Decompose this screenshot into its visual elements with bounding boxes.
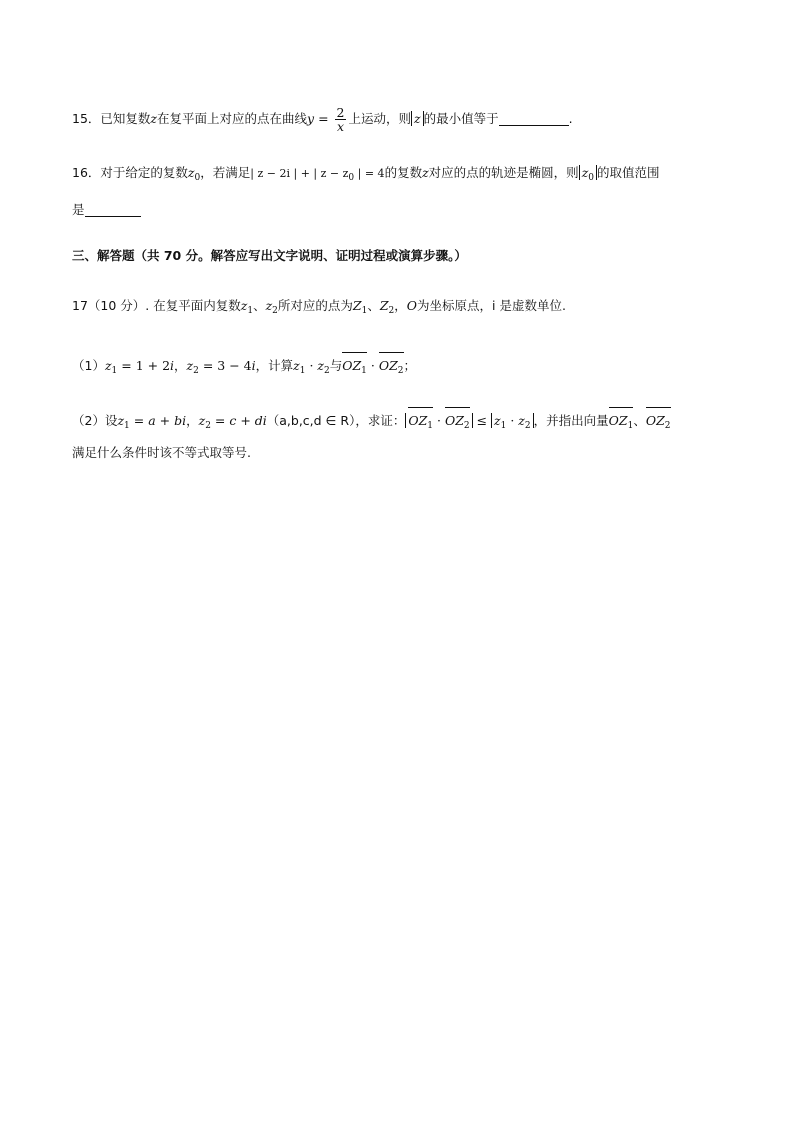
q17-p2-vec1-sub: 1	[427, 421, 434, 431]
q15-var-y: y	[307, 111, 315, 126]
q17-p2-label: （2）设	[72, 413, 118, 428]
q17-p1-text-2: 与	[329, 358, 343, 373]
q16-text-2: ，若满足	[200, 165, 251, 180]
q17-p1-text-1: ，计算	[255, 358, 294, 373]
q15-var-z: z	[150, 111, 158, 126]
q17-p2-prod-z2: z	[518, 413, 525, 428]
q17-p2-abs-product	[491, 413, 534, 431]
q17-p2-w2-sub: 2	[664, 421, 671, 431]
q15-answer-blank	[499, 111, 569, 126]
q17-p1-z2-value: = 3 − 4	[198, 358, 252, 373]
q17-p1-vec1: OZ	[342, 358, 362, 373]
q17-p2-z2: z	[198, 413, 206, 428]
q16-text-3: 的复数	[384, 165, 423, 180]
q17-p1-vector-oz2	[379, 350, 404, 382]
q17-text-2: ，	[394, 298, 407, 313]
q17-p1-z1-sub: 1	[111, 366, 118, 376]
question-17-part-1	[72, 350, 416, 382]
q16-var-z: z	[422, 165, 429, 180]
q17-p1-z1-value: = 1 + 2	[117, 358, 171, 373]
q17-text-3: 为坐标原点，i 是虚数单位.	[417, 298, 566, 313]
q17-text-1: 所对应的点为	[277, 298, 353, 313]
q17-p1-i1: i	[170, 358, 175, 373]
q16-abs-z0	[579, 165, 597, 183]
question-17	[72, 295, 566, 322]
q17-p1-i2: i	[251, 358, 256, 373]
q17-p2-w1: OZ	[608, 413, 628, 428]
q17-p2-vec2-sub: 2	[463, 421, 470, 431]
q17-p1-z1: z	[104, 358, 112, 373]
q17-p1-z2: z	[186, 358, 194, 373]
q17-p2-z1-value: = a + bi	[129, 413, 187, 428]
q17-p2-abs-vector-product	[405, 413, 472, 431]
q15-end: .	[568, 111, 573, 126]
q17-p2-vector-w1	[609, 405, 634, 437]
q17-z1-sub: 1	[247, 306, 254, 316]
q17-p2-z1-sub: 1	[124, 421, 130, 431]
q17-p2-z1: z	[117, 413, 125, 428]
q15-text-3: 上运动，则	[348, 111, 411, 126]
q17-p1-end: ；	[403, 358, 417, 373]
q17-p2-vec-dot: ·	[433, 413, 445, 428]
q15-text-1: 已知复数	[100, 111, 151, 126]
q17-p2-text-1: ，并指出向量	[533, 413, 609, 428]
q17-p1-prod-z1: z	[293, 358, 300, 373]
q16-condition-end: | = 4	[354, 167, 385, 180]
q16-condition-sub: 0	[348, 173, 355, 183]
q17-p2-vec1: OZ	[408, 413, 428, 428]
q17-p2-prod-z1: z	[494, 413, 501, 428]
q17-p2-z2-value: = c + di	[210, 413, 267, 428]
q17-p2-z2-sub: 2	[205, 421, 211, 431]
q17-p1-vec1-sub: 1	[361, 366, 367, 376]
q16-line2-text: 是	[72, 202, 85, 217]
question-17-part-2-line-2: 满足什么条件时该不等式取等号.	[72, 445, 251, 460]
q16-text-5: 的取值范围	[597, 165, 660, 180]
q17-point-Z1: Z	[352, 298, 362, 313]
q17-head: 17（10 分）. 在复平面内复数	[72, 298, 241, 313]
q16-var-z0: z	[187, 165, 195, 180]
q17-sep-2: 、	[367, 298, 380, 313]
q16-abs-sub: 0	[588, 173, 595, 183]
q17-p1-prod-z2: z	[317, 358, 324, 373]
q17-origin-O: O	[406, 298, 418, 313]
q16-text-4: 对应的点的轨迹是椭圆，则	[428, 165, 579, 180]
q15-fraction	[335, 106, 347, 133]
q16-number: 16．	[72, 165, 101, 180]
q17-point-Z2: Z	[379, 298, 389, 313]
q17-p2-paren-text: （a,b,c,d ∈ R），求证：	[266, 413, 406, 428]
q17-p1-vec2: OZ	[378, 358, 398, 373]
q17-p1-vector-oz1	[342, 350, 367, 382]
q15-abs-z: z	[411, 111, 424, 126]
q17-p2-prod-dot: ·	[506, 413, 519, 428]
q17-p2-vector-w2	[646, 405, 671, 437]
q17-p2-prod-z2-sub: 2	[524, 421, 531, 431]
q17-p1-prod-dot: ·	[305, 358, 318, 373]
q17-point-Z1-sub: 1	[361, 306, 368, 316]
q17-p2-vec2: OZ	[444, 413, 464, 428]
question-17-part-2	[72, 405, 671, 437]
q15-fraction-numerator: 2	[336, 105, 345, 120]
q17-sep: 、	[253, 298, 266, 313]
q17-p1-label: （1）	[72, 358, 105, 373]
q17-p1-comma: ，	[174, 358, 187, 373]
q17-p1-z2-sub: 2	[193, 366, 199, 376]
q15-equals: =	[314, 111, 333, 126]
q17-p2-comma: ，	[186, 413, 199, 428]
q16-var-z0-sub: 0	[194, 173, 201, 183]
question-15	[72, 106, 573, 133]
q17-z2-sub: 2	[272, 306, 278, 316]
q17-p1-vec-dot: ·	[366, 358, 379, 373]
q16-text-1: 对于给定的复数	[100, 165, 188, 180]
q17-p2-w1-sub: 1	[627, 421, 634, 431]
q17-p2-sep: 、	[633, 413, 646, 428]
q17-p2-prod-z1-sub: 1	[500, 421, 507, 431]
q17-p1-prod-z2-sub: 2	[323, 366, 330, 376]
q17-p2-w2: OZ	[645, 413, 665, 428]
question-16	[72, 162, 660, 189]
q15-number: 15．	[72, 111, 101, 126]
question-16-line-2	[72, 199, 141, 221]
q17-point-Z2-sub: 2	[388, 306, 395, 316]
q17-p2-le: ≤	[472, 413, 492, 428]
q17-z2: z	[265, 298, 273, 313]
q17-z1: z	[240, 298, 248, 313]
q16-abs-var: z	[581, 165, 589, 180]
section-3-heading: 三、解答题（共 70 分。解答应写出文字说明、证明过程或演算步骤。）	[72, 248, 467, 263]
q17-p1-vec2-sub: 2	[397, 366, 404, 376]
q16-answer-blank	[85, 202, 141, 217]
q17-p1-prod-z1-sub: 1	[299, 366, 306, 376]
q15-fraction-denominator: x	[336, 119, 345, 134]
q16-condition: | z − 2i | + | z − z	[250, 167, 349, 180]
q15-text-4: 的最小值等于	[423, 111, 499, 126]
q15-text-2: 在复平面上对应的点在曲线	[157, 111, 308, 126]
